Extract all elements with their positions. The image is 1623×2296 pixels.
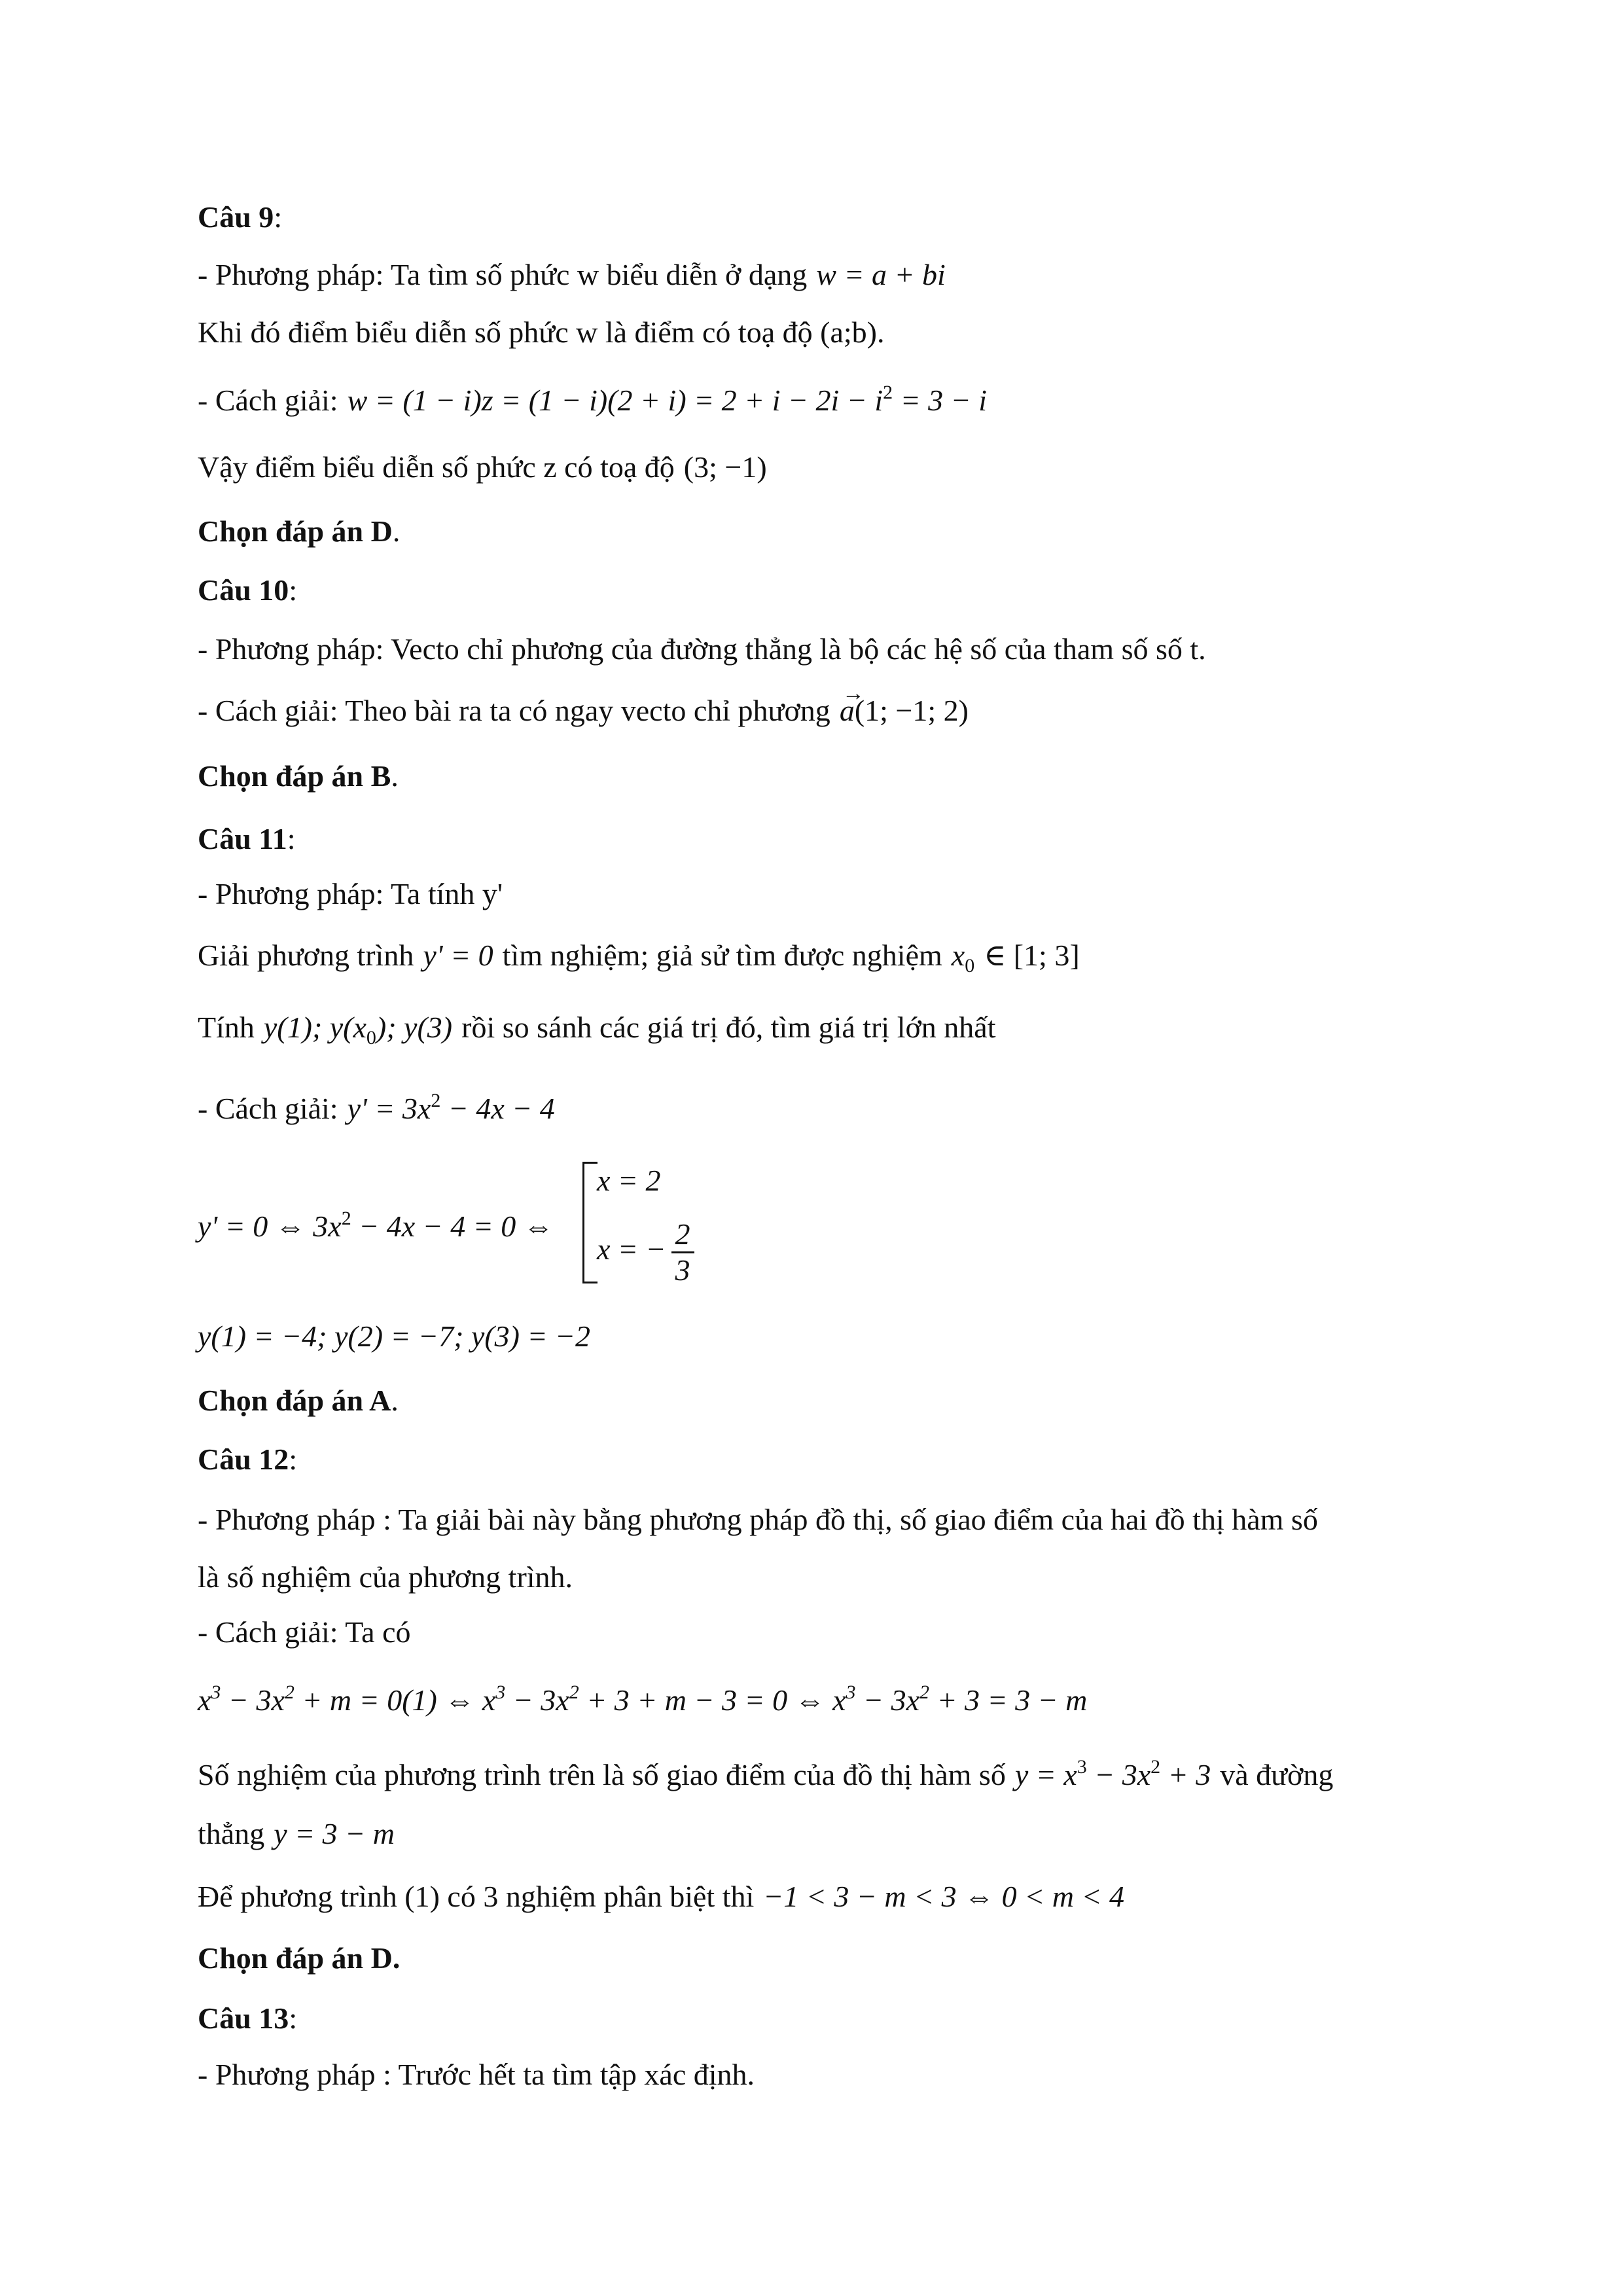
q11-line3-formula-a: y(1); y(x bbox=[263, 1011, 366, 1044]
q10-answer-text: Chọn đáp án B bbox=[198, 759, 391, 793]
q10-vector-coords: (1; −1; 2) bbox=[854, 694, 969, 727]
q10-answer bbox=[198, 757, 1441, 796]
q12-eq-a: x bbox=[198, 1683, 211, 1717]
q9-answer bbox=[198, 512, 1441, 551]
q11-line2-prefix: Giải phương trình bbox=[198, 939, 414, 972]
q12-eq-e: + 3 + m − 3 = 0 ⇔ x bbox=[579, 1683, 846, 1717]
q11-root2 bbox=[597, 1217, 1623, 1287]
q12-heading bbox=[198, 1440, 1441, 1479]
q12-line-formula: y = 3 − m bbox=[274, 1817, 395, 1850]
q11-line3 bbox=[198, 1008, 1441, 1058]
q10-heading bbox=[198, 571, 1441, 610]
q11-title: Câu 11 bbox=[198, 822, 287, 855]
q10-solution-text: - Cách giải: Theo bài ra ta có ngay vecto chỉ phương bbox=[198, 694, 830, 727]
q11-answer-period: . bbox=[391, 1384, 399, 1417]
q9-method-text: - Phương pháp: Ta tìm số phức w biểu diễn ở dạng bbox=[198, 258, 808, 291]
q9-solution-result: = 3 − i bbox=[893, 384, 988, 417]
q11-derivative-b: − 4x − 4 bbox=[440, 1092, 555, 1125]
q9-point: (3; −1) bbox=[683, 450, 767, 484]
vector-arrow-icon: → bbox=[842, 681, 865, 706]
q11-root1: x = 2 bbox=[597, 1164, 661, 1197]
q10-method: - Phương pháp: Vecto chỉ phương của đường thẳng là bộ các hệ số của tham số số t. bbox=[198, 632, 1206, 666]
q12-roots-line2-prefix: thẳng bbox=[198, 1817, 265, 1850]
q12-title: Câu 12 bbox=[198, 1443, 289, 1476]
q12-eq-g: + 3 = 3 − m bbox=[929, 1683, 1088, 1717]
q12-roots-line1 bbox=[198, 1748, 1441, 1795]
q11-values: y(1) = −4; y(2) = −7; y(3) = −2 bbox=[198, 1319, 591, 1353]
q10-solution bbox=[198, 681, 1441, 730]
q12-solution: - Cách giải: Ta có bbox=[198, 1615, 411, 1649]
q11-line3-formula-b: ); y(3) bbox=[376, 1011, 453, 1044]
q12-eq-sup3-b: 3 bbox=[495, 1681, 506, 1703]
q12-method-line1: - Phương pháp : Ta giải bài này bằng phương pháp đồ thị, số giao điểm của hai đồ thị hàm số bbox=[198, 1503, 1318, 1536]
fraction-numerator: 2 bbox=[671, 1217, 694, 1253]
q9-conclusion bbox=[198, 448, 1441, 487]
q12-fn-b: − 3x bbox=[1086, 1758, 1151, 1791]
q11-line2-eq: y' = 0 bbox=[423, 939, 493, 972]
q12-condition-formula: −1 < 3 − m < 3 ⇔ 0 < m < 4 bbox=[763, 1880, 1124, 1913]
q12-eq-d: − 3x bbox=[505, 1683, 569, 1717]
q12-answer: Chọn đáp án D. bbox=[198, 1941, 401, 1975]
q11-answer-text: Chọn đáp án A bbox=[198, 1384, 391, 1417]
q11-equation: y' = 0 ⇔ $3x^2 - 4x - 4 = 0$ ⇔ bbox=[198, 1208, 554, 1243]
q10-vector-name: a bbox=[839, 694, 855, 727]
q11-root2-prefix: x = − bbox=[597, 1232, 666, 1266]
q9-heading bbox=[198, 198, 1441, 237]
q12-eq-sup2-c: 2 bbox=[919, 1681, 929, 1703]
q12-eq-sup3: 3 bbox=[211, 1681, 221, 1703]
q11-eq-left-a: y' = 0 ⇔ 3x bbox=[198, 1210, 342, 1243]
q12-eq-b: − 3x bbox=[221, 1683, 285, 1717]
q13-heading bbox=[198, 1999, 1441, 2038]
q10-answer-period: . bbox=[391, 759, 399, 793]
q9-answer-period: . bbox=[392, 514, 401, 548]
q12-fn-a: y = x bbox=[1014, 1758, 1077, 1791]
q11-colon: : bbox=[287, 822, 296, 855]
q11-line2-x: x bbox=[951, 939, 965, 972]
q11-line2 bbox=[198, 936, 1441, 986]
q10-vector bbox=[839, 681, 865, 730]
q12-eq-sup2-b: 2 bbox=[569, 1681, 579, 1703]
q12-eq-f: − 3x bbox=[855, 1683, 919, 1717]
q9-colon: : bbox=[274, 200, 283, 234]
q9-solution-formula: w = (1 − i)z = (1 − i)(2 + i) = 2 + i − 2i − i bbox=[347, 384, 883, 417]
q9-solution-label: - Cách giải: bbox=[198, 384, 338, 417]
q11-line2-sub: 0 bbox=[965, 955, 975, 977]
q11-solution-label: - Cách giải: bbox=[198, 1092, 338, 1125]
q10-colon: : bbox=[289, 573, 298, 607]
q12-method-line2: là số nghiệm của phương trình. bbox=[198, 1560, 573, 1594]
q12-fn-sup2: 2 bbox=[1150, 1756, 1161, 1778]
q11-method: - Phương pháp: Ta tính y' bbox=[198, 877, 503, 910]
q9-answer-text: Chọn đáp án D bbox=[198, 514, 393, 548]
q12-condition-text: Để phương trình (1) có 3 nghiệm phân biệt thì bbox=[198, 1880, 755, 1913]
q12-fn-sup3: 3 bbox=[1077, 1756, 1087, 1778]
fraction bbox=[671, 1217, 694, 1287]
q11-answer bbox=[198, 1381, 1441, 1420]
q9-method-formula: w = a + bi bbox=[816, 258, 946, 291]
q9-method bbox=[198, 255, 1441, 295]
q11-eq-left-b: − 4x − 4 = 0 ⇔ bbox=[351, 1210, 554, 1243]
q12-roots-prefix: Số nghiệm của phương trình trên là số giao điểm của đồ thị hàm số bbox=[198, 1758, 1006, 1791]
q10-title: Câu 10 bbox=[198, 573, 289, 607]
q11-line3-suffix: rồi so sánh các giá trị đó, tìm giá trị lớn nhất bbox=[461, 1011, 996, 1044]
q13-method: - Phương pháp : Trước hết ta tìm tập xác định. bbox=[198, 2058, 755, 2091]
q9-title: Câu 9 bbox=[198, 200, 274, 234]
q13-title: Câu 13 bbox=[198, 2001, 289, 2035]
solution-bracket bbox=[582, 1162, 597, 1283]
q9-conclusion-text: Vậy điểm biểu diễn số phức z có toạ độ bbox=[198, 450, 675, 484]
fraction-denominator: 3 bbox=[675, 1253, 690, 1287]
q12-colon: : bbox=[289, 1443, 298, 1476]
q13-colon: : bbox=[289, 2001, 298, 2035]
q11-solution: - Cách giải: $y' = 3x^2 - 4x - 4$ bbox=[198, 1090, 555, 1125]
q12-eq-sup3-c: 3 bbox=[846, 1681, 856, 1703]
q12-condition bbox=[198, 1877, 1441, 1916]
q11-line3-prefix: Tính bbox=[198, 1011, 255, 1044]
q12-roots-suffix: và đường bbox=[1220, 1758, 1334, 1791]
q11-line2-interval: ∈ [1; 3] bbox=[984, 939, 1080, 972]
q12-eq-sup2: 2 bbox=[284, 1681, 294, 1703]
q9-solution: - Cách giải: $w = (1 - i)z = (1 - i)(2 + i) = 2 + i - 2i - i^2 = 3 - i$ bbox=[198, 382, 988, 417]
q11-derivative-a: y' = 3x bbox=[347, 1092, 431, 1125]
q12-fn-c: + 3 bbox=[1160, 1758, 1211, 1791]
q11-line3-sub: 0 bbox=[366, 1027, 376, 1049]
q12-eq-c: + m = 0(1) ⇔ x bbox=[294, 1683, 496, 1717]
q12-equation bbox=[198, 1673, 1441, 1720]
q11-line2-mid: tìm nghiệm; giả sử tìm được nghiệm bbox=[502, 939, 942, 972]
q9-method-line2: Khi đó điểm biểu diễn số phức w là điểm có toạ độ (a;b). bbox=[198, 315, 885, 349]
q12-roots-line2 bbox=[198, 1814, 1441, 1854]
q11-heading bbox=[198, 819, 1441, 859]
